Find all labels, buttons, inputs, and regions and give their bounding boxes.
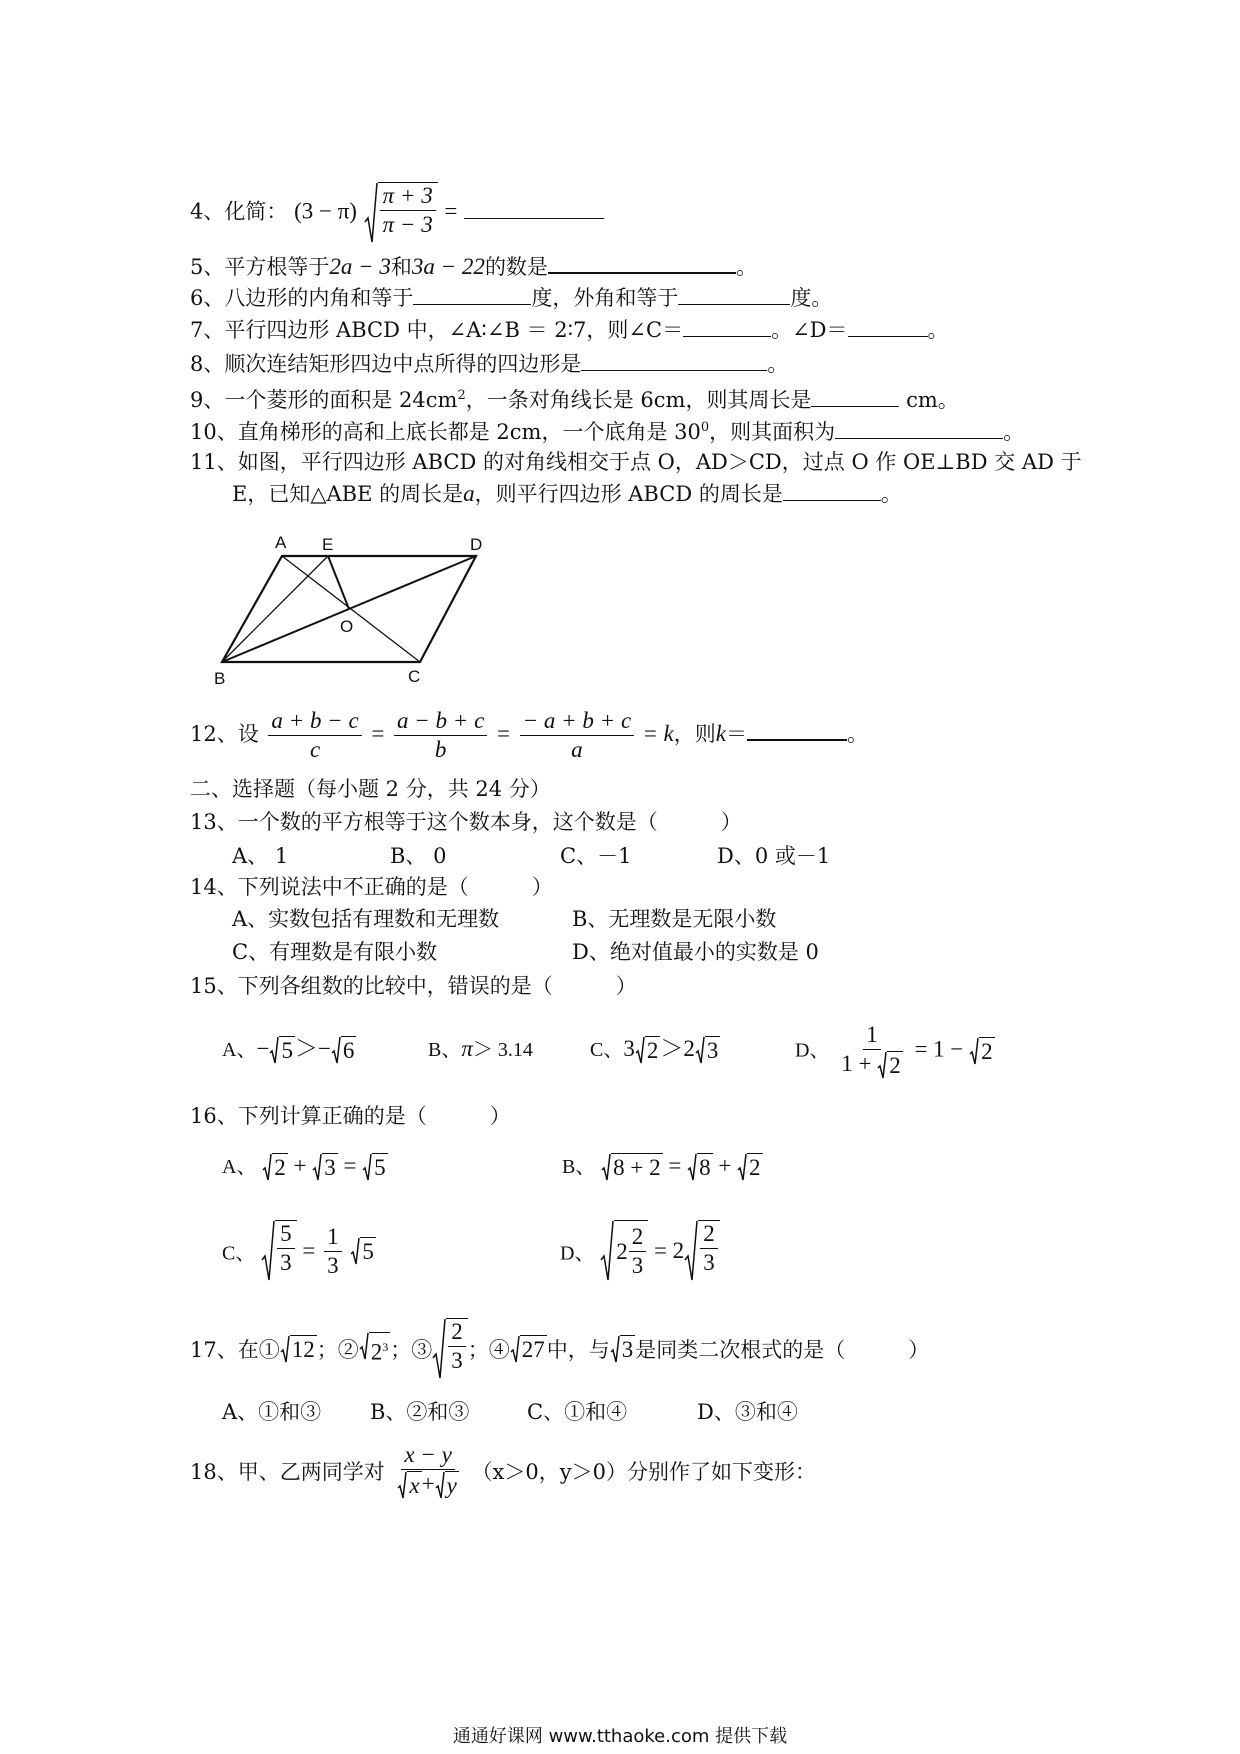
q8-number: 8、 <box>190 352 225 376</box>
q15-b-label: B、 <box>428 1039 462 1061</box>
q5-answer-blank[interactable] <box>548 252 736 274</box>
q5-text-a: 平方根等于 <box>224 255 330 279</box>
q17-sqrt-4 <box>510 1335 547 1364</box>
q4-number: 4、 <box>190 199 225 224</box>
q16-a-radicand-2: 3 <box>324 1155 336 1181</box>
q15-a-sqrt-1 <box>269 1036 295 1065</box>
q7-text-b: 。∠D＝ <box>771 318 848 342</box>
question-10 <box>190 414 1024 446</box>
q11-variable: a <box>463 481 475 506</box>
q12-eq-1: = <box>371 721 385 746</box>
q7-blank-1[interactable] <box>683 316 771 337</box>
q13-option-d[interactable]: D、0 或－1 <box>717 844 831 868</box>
q15-option-a[interactable] <box>222 1035 356 1065</box>
q16-c-radicand: 5 <box>362 1238 374 1264</box>
q6-blank-2[interactable] <box>678 284 790 305</box>
q14-option-b[interactable]: B、无理数是无限小数 <box>572 907 777 931</box>
q7-blank-2[interactable] <box>848 316 928 337</box>
q16-a-equals: = <box>343 1153 357 1178</box>
q4-equals: = <box>444 198 458 224</box>
q16-option-a[interactable] <box>222 1152 388 1182</box>
q5-end: 。 <box>735 255 757 279</box>
q16-c-sqrt <box>350 1237 376 1266</box>
q16-c-label: C、 <box>222 1242 256 1265</box>
q12-k2: k <box>715 721 726 746</box>
q16-d-frac-den: 3 <box>631 1253 644 1278</box>
q16-c-sqrt-frac <box>261 1220 297 1282</box>
q18-text-b: （x＞0，y＞0）分别作了如下变形： <box>471 1460 816 1485</box>
q18-radicand-y: y <box>446 1473 457 1499</box>
q12-lead: 设 <box>237 722 259 746</box>
q16-a-sqrt-1 <box>262 1153 288 1182</box>
q16-d-sqrt-frac <box>684 1220 720 1282</box>
label-A: A <box>275 533 287 552</box>
q11-line-2b: ，则平行四边形 ABCD 的周长是 <box>474 482 783 506</box>
q9-text-b: ，一条对角线长是 6cm，则其周长是 <box>465 388 812 412</box>
q16-c-coeff-frac <box>324 1224 342 1279</box>
q6-text-c: 度。 <box>790 286 833 310</box>
q15-d-fraction <box>838 1022 905 1080</box>
q11-number: 11、 <box>190 450 238 474</box>
q8-answer-blank[interactable] <box>581 350 767 371</box>
q18-plus: + <box>421 1471 435 1496</box>
question-9 <box>190 382 959 414</box>
q17-frac-den: 3 <box>451 1348 463 1373</box>
q12-eq-2: = <box>496 721 510 746</box>
q16-c-equals: = <box>302 1238 316 1263</box>
q9-text-c: cm。 <box>899 388 959 412</box>
q15-c-radicand-1: 2 <box>646 1038 659 1064</box>
q16-c-frac-den: 3 <box>280 1250 292 1275</box>
q15-option-c[interactable] <box>590 1035 720 1065</box>
q16-a-sqrt-2 <box>312 1153 338 1182</box>
q15-d-sqrt <box>969 1037 995 1066</box>
q12-f1-den: c <box>309 737 321 762</box>
q15-a-sqrt-2 <box>331 1036 357 1065</box>
q17-sqrt-5 <box>610 1335 636 1364</box>
question-8 <box>190 350 788 378</box>
segment-eo <box>328 556 349 609</box>
q14-option-d[interactable]: D、绝对值最小的实数是 0 <box>572 940 819 964</box>
q16-d-frac-num: 2 <box>629 1224 647 1252</box>
q12-then: ，则 <box>673 722 716 746</box>
q15-a-minus: − <box>256 1036 270 1061</box>
q15-d-num: 1 <box>863 1022 881 1050</box>
q4-sqrt <box>364 182 438 244</box>
q15-option-b[interactable] <box>428 1035 533 1064</box>
q12-eq-4: ＝ <box>725 722 747 746</box>
q9-answer-blank[interactable] <box>811 386 899 407</box>
q10-number: 10、 <box>190 420 238 444</box>
q16-b-plus: + <box>718 1153 732 1178</box>
q5-text-c: 的数是 <box>484 255 548 279</box>
q16-d-equals: = 2 <box>653 1238 685 1263</box>
question-12 <box>190 708 868 763</box>
q16-d-frac2-num: 2 <box>700 1221 718 1249</box>
question-16-stem: 16、下列计算正确的是（ ） <box>190 1104 511 1128</box>
q16-b-radicand-1: 8 + 2 <box>613 1155 661 1181</box>
q16-b-sqrt-2 <box>687 1153 713 1182</box>
q17-frac-num: 2 <box>448 1319 466 1347</box>
q12-end: 。 <box>846 722 868 746</box>
question-18 <box>190 1442 816 1500</box>
q17-exponent: 3 <box>382 1339 389 1354</box>
q16-b-equals: = <box>668 1153 682 1178</box>
q13-option-b[interactable]: B、 0 <box>390 844 447 868</box>
q11-line-1: 如图，平行四边形 ABCD 的对角线相交于点 O，AD＞CD，过点 O 作 OE⊥BD 交 AD 于 <box>237 450 1082 474</box>
q16-b-sqrt-1 <box>601 1153 662 1182</box>
q16-b-sqrt-3 <box>737 1153 763 1182</box>
q11-answer-blank[interactable] <box>783 480 881 501</box>
q6-blank-1[interactable] <box>413 284 531 305</box>
q17-text-d: ；④ <box>467 1338 510 1362</box>
question-15-stem: 15、下列各组数的比较中，错误的是（ ） <box>190 974 637 998</box>
q17-option-c[interactable]: C、①和④ <box>527 1400 628 1424</box>
q16-a-plus: + <box>293 1153 307 1178</box>
q15-c-sqrt-1 <box>635 1036 661 1065</box>
q15-a-radicand-1: 5 <box>281 1038 293 1064</box>
q15-c-coeff: 3 <box>623 1036 635 1061</box>
q15-c-sqrt-2 <box>695 1036 721 1065</box>
question-7 <box>190 316 949 344</box>
parallelogram-figure <box>200 528 500 688</box>
q15-d-den-sqrt <box>877 1051 903 1080</box>
q10-superscript: 0 <box>700 420 710 435</box>
q15-a-radicand-2: 6 <box>342 1038 355 1064</box>
q5-expr-1: 2a − 3 <box>329 254 391 279</box>
q18-sqrt-y <box>435 1471 459 1500</box>
q10-text-b: ，则其面积为 <box>709 420 836 444</box>
q15-c-label: C、 <box>590 1039 624 1061</box>
q16-a-radicand-3: 5 <box>374 1155 386 1181</box>
q4-label: 化简： <box>224 199 288 224</box>
q16-d-whole: 2 <box>616 1238 628 1264</box>
question-6 <box>190 284 832 312</box>
q12-fraction-1 <box>268 708 361 763</box>
q11-line-2a: E，已知△ABE 的周长是 <box>232 482 464 506</box>
q18-text-a: 甲、乙两同学对 <box>237 1460 385 1485</box>
q15-d-den <box>838 1050 905 1080</box>
q16-d-sqrt-mixed <box>600 1220 648 1282</box>
q17-option-a[interactable]: A、①和③ <box>222 1400 322 1424</box>
q15-option-d[interactable] <box>795 1022 995 1080</box>
q11-end: 。 <box>880 482 902 506</box>
q17-sqrt-2 <box>359 1332 391 1367</box>
question-11-line-2 <box>232 480 902 508</box>
question-14-stem: 14、下列说法中不正确的是（ ） <box>190 875 553 899</box>
label-D: D <box>470 535 483 554</box>
q7-number: 7、 <box>190 318 225 342</box>
q17-radicand-5: 3 <box>621 1336 634 1362</box>
q17-text-f: 是同类二次根式的是（ ） <box>635 1338 930 1362</box>
q18-number: 18、 <box>190 1460 238 1485</box>
q16-a-label: A、 <box>222 1156 257 1178</box>
q17-text-c: ；③ <box>390 1338 433 1362</box>
q12-f3-num: − a + b + c <box>520 708 635 736</box>
q18-frac-den <box>394 1470 461 1500</box>
q17-text-b: ；② <box>316 1338 359 1362</box>
q16-option-b[interactable] <box>562 1152 763 1182</box>
q17-option-d[interactable]: D、③和④ <box>697 1400 798 1424</box>
q12-k: k <box>663 721 674 746</box>
q15-a-compare: ＞− <box>294 1036 331 1061</box>
q15-c-compare: ＞2 <box>660 1036 695 1061</box>
question-17-stem <box>190 1318 929 1380</box>
q16-b-radicand-3: 2 <box>749 1155 761 1181</box>
q18-fraction <box>394 1442 461 1500</box>
q16-c-frac-num: 5 <box>277 1221 295 1249</box>
q6-number: 6、 <box>190 286 225 310</box>
q16-b-label: B、 <box>562 1156 596 1178</box>
q15-b-rest: ＞ 3.14 <box>472 1039 533 1061</box>
question-4 <box>190 182 604 244</box>
q17-sqrt-1 <box>280 1335 317 1364</box>
q18-radicand-x: x <box>409 1473 420 1499</box>
q10-text-a: 直角梯形的高和上底长都是 2cm，一个底角是 30 <box>237 420 701 444</box>
q17-number: 17、 <box>190 1338 238 1362</box>
q15-b-pi: π <box>461 1036 473 1061</box>
q17-option-b[interactable]: B、②和③ <box>370 1400 470 1424</box>
question-11-line-1 <box>190 448 1082 476</box>
q12-f1-num: a + b − c <box>268 708 361 736</box>
q15-d-den-a: 1 + <box>841 1051 878 1076</box>
label-E: E <box>322 535 334 554</box>
q16-option-c[interactable] <box>222 1220 376 1282</box>
q5-text-b: 和 <box>390 255 412 279</box>
q4-frac-den: π − 3 <box>382 212 433 237</box>
q17-sqrt-frac <box>432 1318 468 1380</box>
q14-option-c[interactable]: C、有理数是有限小数 <box>232 940 438 964</box>
q10-end: 。 <box>1003 420 1025 444</box>
q12-fraction-3 <box>520 708 635 763</box>
q17-radicand-1: 12 <box>291 1336 315 1362</box>
q12-fraction-2 <box>394 708 487 763</box>
q18-frac-num: x − y <box>401 1442 454 1470</box>
q12-answer-blank[interactable] <box>747 719 847 741</box>
section-2-title: 二、选择题（每小题 2 分，共 24 分） <box>190 777 551 801</box>
q9-superscript: 2 <box>457 388 466 403</box>
q17-radicand-2: 2 <box>370 1339 383 1365</box>
q15-d-den-radicand: 2 <box>889 1053 901 1079</box>
label-C: C <box>408 667 421 686</box>
question-5 <box>190 252 757 281</box>
q9-text-a: 一个菱形的面积是 24cm <box>224 388 458 412</box>
page-footer: 通通好课网 www.tthaoke.com 提供下载 <box>452 1726 788 1747</box>
q12-f3-den: a <box>571 737 583 762</box>
q7-text-a: 平行四边形 ABCD 中，∠A∶∠B ＝ 2∶7，则∠C＝ <box>224 318 684 342</box>
q15-d-radicand: 2 <box>981 1038 993 1064</box>
q10-answer-blank[interactable] <box>835 418 1003 439</box>
q15-d-equals: = 1 − <box>914 1036 970 1062</box>
q16-b-radicand-2: 8 <box>699 1155 711 1181</box>
q16-d-label: D、 <box>560 1242 595 1265</box>
q16-a-radicand-1: 2 <box>274 1155 286 1181</box>
q18-sqrt-x <box>397 1471 421 1500</box>
label-B: B <box>214 669 226 688</box>
q6-text-b: 度，外角和等于 <box>531 286 679 310</box>
q12-eq-3: = <box>643 721 657 746</box>
q13-option-a[interactable]: A、 1 <box>232 844 289 868</box>
q7-text-c: 。 <box>927 318 949 342</box>
q4-answer-blank[interactable] <box>464 198 604 219</box>
q17-radicand-4: 27 <box>521 1336 545 1362</box>
q16-d-frac2-den: 3 <box>703 1250 715 1275</box>
q5-expr-2: 3a − 22 <box>411 254 485 279</box>
q5-number: 5、 <box>190 255 225 279</box>
q6-text-a: 八边形的内角和等于 <box>224 286 414 310</box>
q15-d-label: D、 <box>795 1039 830 1062</box>
q15-a-label: A、 <box>222 1039 257 1061</box>
q12-f2-num: a − b + c <box>394 708 487 736</box>
q8-text-a: 顺次连结矩形四边中点所得的四边形是 <box>224 352 582 376</box>
q8-end: 。 <box>767 352 789 376</box>
q12-number: 12、 <box>190 722 238 746</box>
question-13-stem: 13、一个数的平方根等于这个数本身，这个数是（ ） <box>190 810 742 834</box>
q17-text-e: 中，与 <box>546 1338 610 1362</box>
q17-text-a: 在① <box>237 1338 280 1362</box>
q15-c-radicand-2: 3 <box>706 1038 719 1064</box>
q4-frac-num: π + 3 <box>380 183 436 211</box>
q16-c-coeff-num: 1 <box>324 1224 342 1252</box>
q14-option-a[interactable]: A、实数包括有理数和无理数 <box>232 907 500 931</box>
label-O: O <box>340 617 354 636</box>
q9-number: 9、 <box>190 388 225 412</box>
q16-c-coeff-den: 3 <box>327 1252 339 1278</box>
q4-lhs: (3 − π) <box>294 198 357 224</box>
q16-option-d[interactable] <box>560 1220 720 1282</box>
segment-be <box>222 556 328 662</box>
q13-option-c[interactable]: C、－1 <box>560 844 632 868</box>
q12-f2-den: b <box>434 737 447 762</box>
q16-a-sqrt-3 <box>362 1153 388 1182</box>
